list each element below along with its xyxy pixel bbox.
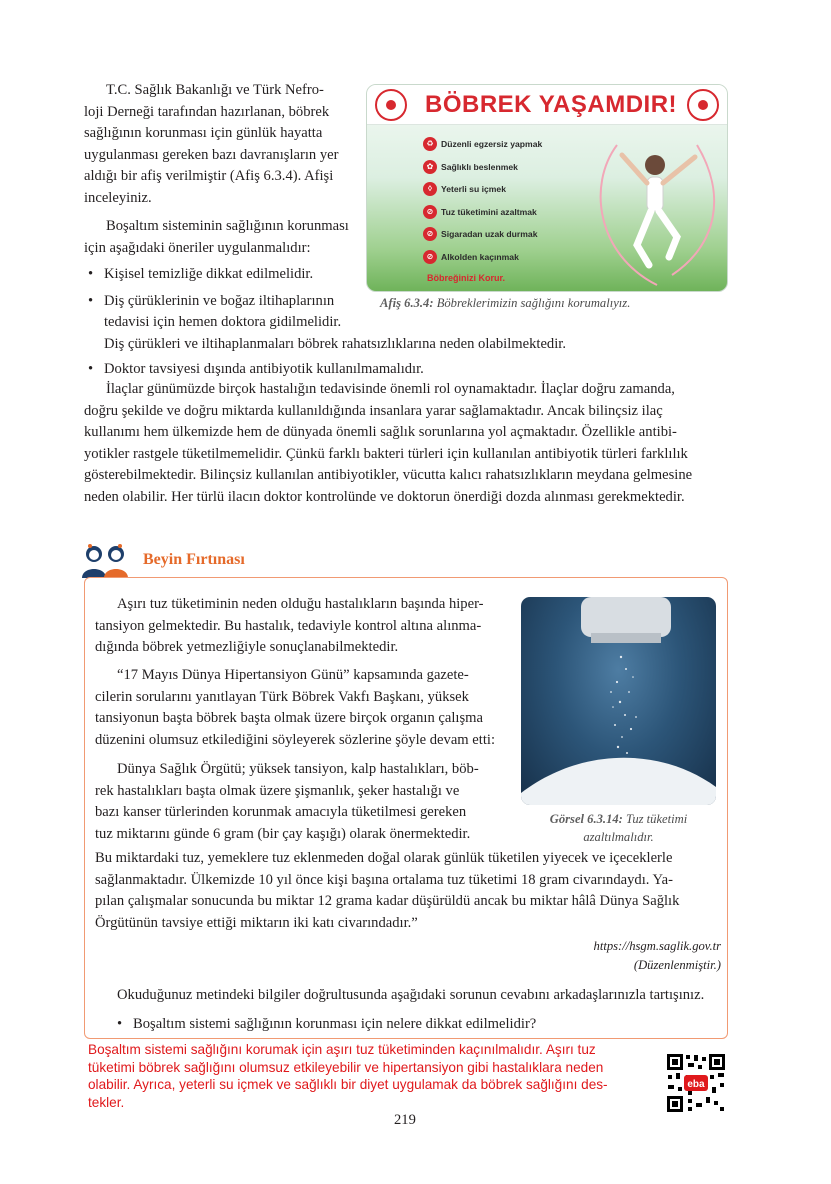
healthy-food-icon: ✿: [423, 160, 437, 174]
salt-shaker-photo: [521, 597, 716, 805]
poster-item: ♻ Düzenli egzersiz yapmak: [423, 137, 542, 160]
kidney-health-poster: [366, 84, 728, 292]
salt-shaker-illustration: [521, 597, 716, 805]
poster-caption: Afiş 6.3.4: Böbreklerimizin sağlığını korumalıyız.: [380, 296, 631, 310]
jumping-woman-illustration: [577, 125, 727, 292]
poster-item: ⊘ Alkolden kaçınmak: [423, 250, 542, 273]
discussion-question: [113, 1014, 713, 1036]
water-glass-icon: ◊: [423, 182, 437, 196]
nephrology-society-logo-icon: [687, 89, 719, 121]
page-number: 219: [394, 1112, 416, 1128]
brainstorm-paragraph-3: Dünya Sağlık Örgütü; yüksek tansiyon, kalp hastalıkları, böb- rek hastalıkları başta olmak üzere şişmanlık, şeker hastalığı ve bazı kanser türlerinden korunmak amacıyla tüketilmesi gereken tuz miktarını günde 6 gram (bir çay kaşığı) olarak önermektedir.: [95, 761, 479, 842]
poster-title: BÖBREK YAŞAMDIR!: [424, 91, 678, 118]
poster-footer: Böbreğinizi Korur.: [427, 273, 506, 283]
brainstorm-paragraph-1: Aşırı tuz tüketiminin neden olduğu hastalıkların başında hiper- tansiyon gelmektedir. Bu hastalık, tedaviyle kontrol altına alınma- dığında böbrek yetmezliğiyle sonuçlanabilmektedir.: [95, 596, 484, 656]
poster-item: ⊘ Tuz tüketimini azaltmak: [423, 205, 542, 228]
poster-list: [423, 137, 542, 273]
brainstorm-paragraph-2: “17 Mayıs Dünya Hipertansiyon Günü” kapsamında gazete- cilerin sorularını yanıtlayan Türk Böbrek Vakfı Başkanı, yüksek tansiyonun başta böbrek başta olmak üzere birçok organın çalışma düzenini olumsuz etkilediğini söyleyerek sözlerine şöyle devam etti:: [95, 667, 496, 748]
poster-item: ✿ Sağlıklı beslenmek: [423, 160, 542, 183]
list-item: • Kişisel temizliğe dikkat edilmelidir.: [88, 266, 314, 282]
exercise-icon: ♻: [423, 137, 437, 151]
people-discussion-icon: [80, 542, 132, 580]
eba-badge: eba: [687, 1079, 705, 1090]
list-item: • Doktor tavsiyesi dışında antibiyotik kullanılmamalıdır.: [88, 361, 424, 378]
recommendations-intro: Boşaltım sisteminin sağlığının korunması için aşağıdaki öneriler uygulanmalıdır:: [84, 218, 349, 256]
no-salt-icon: ⊘: [423, 205, 437, 219]
intro-paragraph: T.C. Sağlık Bakanlığı ve Türk Nefro- loji Derneği tarafından hazırlanan, böbrek sağlığının korunması için günlük hayatta uygulanması gereken bazı davranışların yer aldığı bir afiş verilmiştir (Afiş 6.3.4). Afişi inceleyiniz.: [84, 82, 339, 206]
answer-text: Boşaltım sistemi sağlığını korumak için aşırı tuz tüketiminden kaçınılmalıdır. Aşırı tuz tüketimi böbrek sağlığını olumsuz etkileyebilir ve hipertansiyon gibi hastalıklara neden olabilir. Ayrıca, yeterli su içmek ve sağlıklı bir diyet uygulamak da böbrek sağlığını des- tekler.: [88, 1042, 608, 1110]
poster-item: ◊ Yeterli su içmek: [423, 182, 542, 205]
qr-code[interactable]: [666, 1053, 726, 1113]
poster-item: ⊘ Sigaradan uzak durmak: [423, 227, 542, 250]
brainstorm-title: Beyin Fırtınası: [143, 551, 245, 568]
discussion-task: Okuduğunuz metindeki bilgiler doğrultusunda aşağıdaki sorunun cevabını arkadaşlarınızla tartışınız.: [117, 987, 705, 1003]
brainstorm-paragraph-3-continued: Bu miktardaki tuz, yemeklere tuz eklenmeden doğal olarak günlük tüketilen yiyecek ve içeceklerle sağlanmaktadır. Ülkemizde 10 yıl önce kişi başına ortalama tuz tüketimi 18 gram civarındaydı. Ya- pılan çalışmalar sonucunda bu miktar 12 grama kadar düşürüldü ancak bu miktar hâlâ Dünya Sağlık Örgütünün tavsiye ettiği miktarın iki katı civarındadır.”: [95, 850, 680, 931]
list-item: • Boşaltım sistemi sağlığının korunması için nelere dikkat edilmelidir?: [117, 1016, 537, 1032]
source-note: (Düzenlenmiştir.): [633, 958, 721, 972]
no-alcohol-icon: ⊘: [423, 250, 437, 264]
source-url: https://hsgm.saglik.gov.tr: [593, 939, 721, 953]
salt-photo-caption: Görsel 6.3.14: Tuz tüketimi azaltılmalıdır.: [549, 812, 688, 844]
medicine-paragraph: İlaçlar günümüzde birçok hastalığın tedavisinde önemli rol oynamaktadır. İlaçlar doğru zamanda, doğru şekilde ve doğru miktarda kullanıldığında insanlara yarar sağlamaktadır. Ancak bilinçsiz ilaç kullanımı hem ülkemizde hem de dünyada önemli sağlık sorunlarına yol açmaktadır. Özellikle antibi- yotikler rastgele tüketilmemelidir. Çünkü farklı bakteri türleri için kullanılan antibiyotik türleri farklılık gösterebilmektedir. Bilinçsiz kullanılan antibiyotikler, vücutta kalıcı rahatsızlıkların meydana gelmesine neden olabilir. Her türlü ilacın doktor kontrolünde ve doktorun önerdiği dozda alınması gerekmektedir.: [84, 381, 693, 505]
list-item: • Diş çürüklerinin ve boğaz iltihaplarının tedavisi için hemen doktora gidilmelidir. Diş çürükleri ve iltihaplanmaları böbrek rahatsızlıklarına neden olabilmektedir.: [88, 292, 566, 352]
ministry-logo-icon: [375, 89, 407, 121]
source-citation: [594, 937, 721, 975]
no-smoking-icon: ⊘: [423, 227, 437, 241]
